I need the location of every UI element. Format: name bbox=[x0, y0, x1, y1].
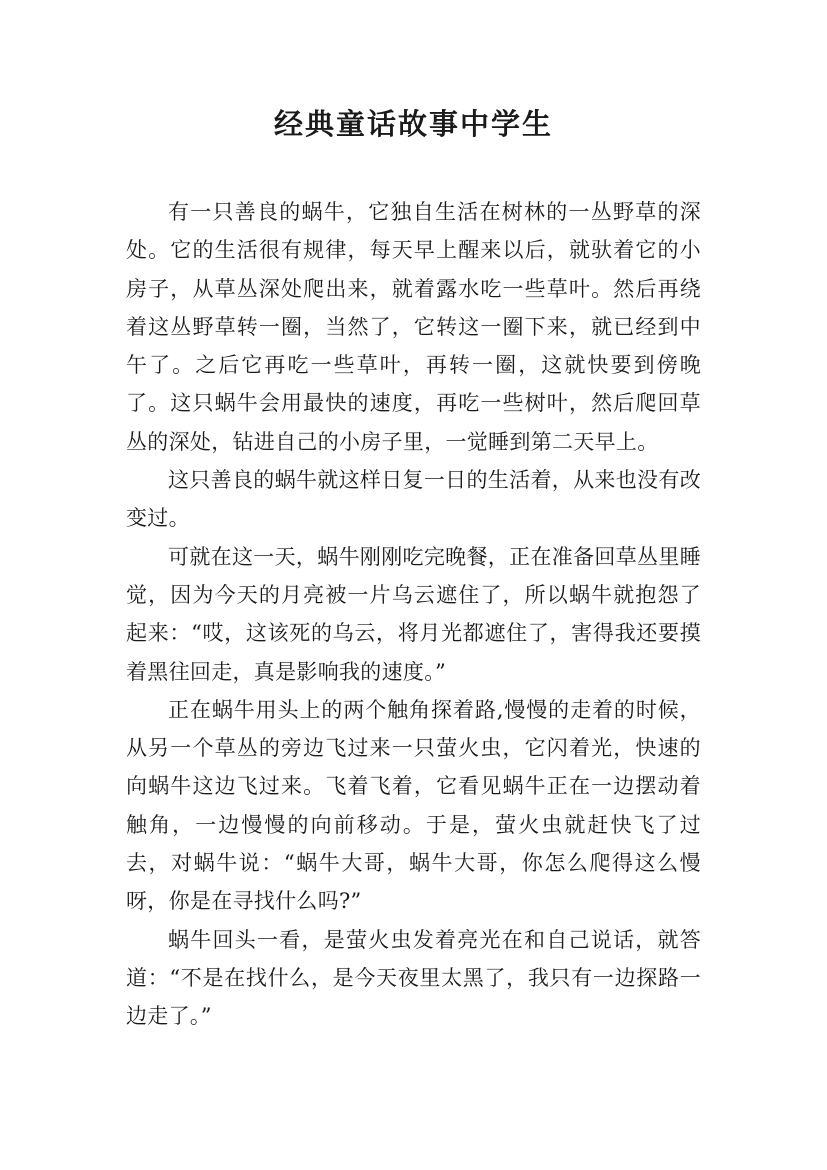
paragraph-1: 有一只善良的蜗牛，它独自生活在树林的一丛野草的深处。它的生活很有规律，每天早上醒来以后，就驮着它的小房子，从草丛深处爬出来，就着露水吃一些草叶。然后再绕着这丛野草转一圈，当然了，它转这一圈下来，就已经到中午了。之后它再吃一些草叶，再转一圈，这就快要到傍晚了。这只蜗牛会用最快的速度，再吃一些树叶，然后爬回草丛的深处，钻进自己的小房子里，一觉睡到第二天早上。 bbox=[126, 200, 701, 454]
paragraph-3: 可就在这一天，蜗牛刚刚吃完晚餐，正在准备回草丛里睡觉，因为今天的月亮被一片乌云遮住了，所以蜗牛就抱怨了起来：“哎，这该死的乌云，将月光都遮住了，害得我还要摸着黑往回走，真是影响我的速度。” bbox=[126, 544, 701, 684]
paragraph-2: 这只善良的蜗牛就这样日复一日的生活着，从来也没有改变过。 bbox=[126, 468, 701, 531]
document-title: 经典童话故事中学生 bbox=[273, 107, 553, 141]
paragraph-5: 蜗牛回头一看，是萤火虫发着亮光在和自己说话，就答道：“不是在找什么，是今天夜里太黑了，我只有一边探路一边走了。” bbox=[126, 927, 701, 1029]
document-body bbox=[126, 193, 701, 1036]
paragraph-4: 正在蜗牛用头上的两个触角探着路,慢慢的走着的时候，从另一个草丛的旁边飞过来一只萤火虫，它闪着光，快速的向蜗牛这边飞过来。飞着飞着，它看见蜗牛正在一边摆动着触角，一边慢慢的向前移动。于是，萤火虫就赶快飞了过去，对蜗牛说：“蜗牛大哥，蜗牛大哥，你怎么爬得这么慢呀，你是在寻找什么吗?” bbox=[126, 697, 701, 914]
